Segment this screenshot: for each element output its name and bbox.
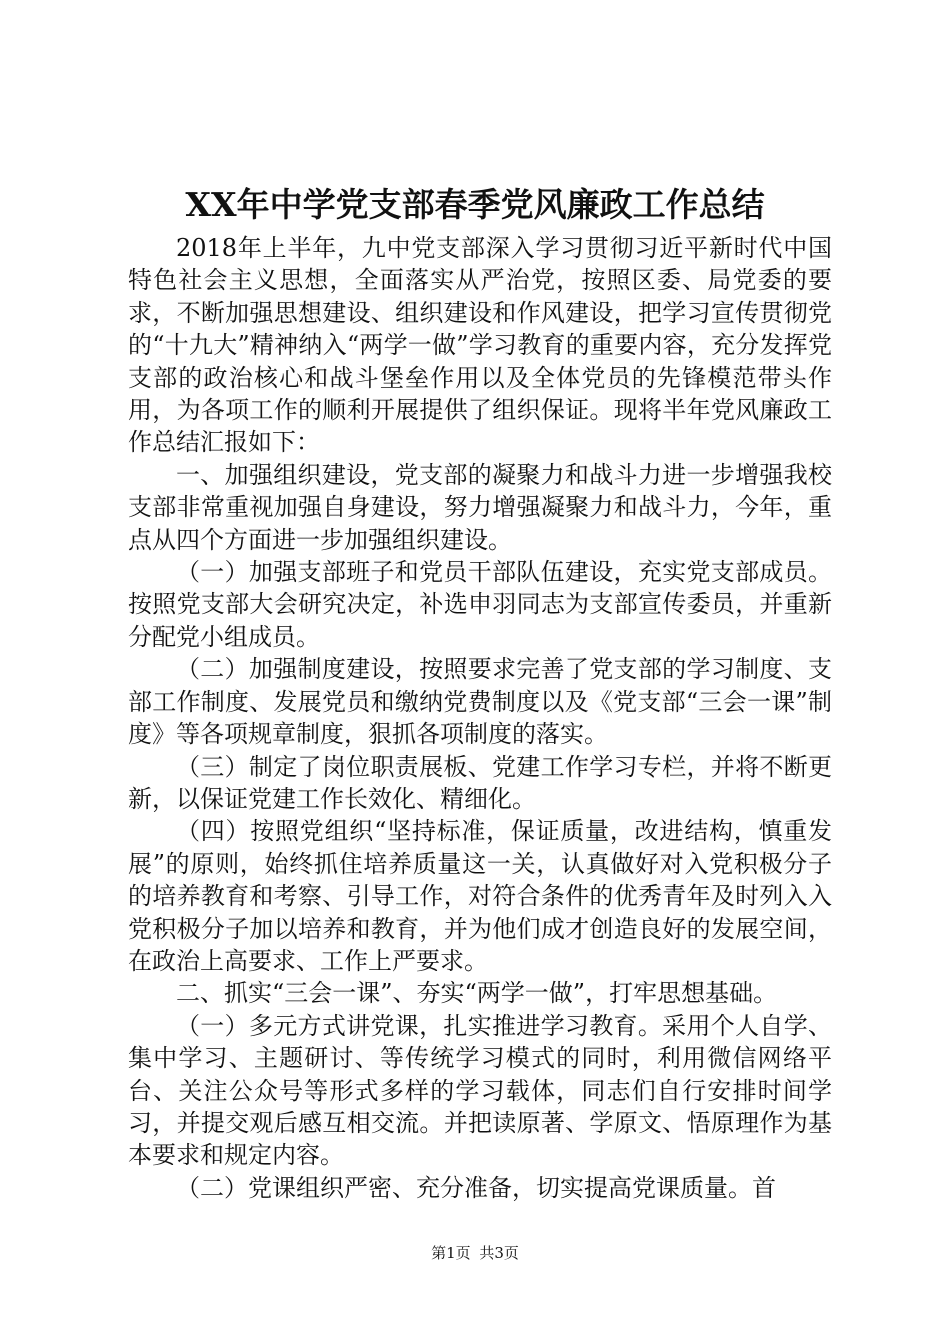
document-body bbox=[128, 232, 832, 1204]
document-title: XX年中学党支部春季党风廉政工作总结 bbox=[185, 185, 765, 224]
page-footer bbox=[0, 1243, 950, 1263]
page-total: 共3页 bbox=[479, 1244, 519, 1262]
paragraph-section-1-heading: 一、加强组织建设，党支部的凝聚力和战斗力进一步增强我校支部非常重视加强自身建设，努力增强凝聚力和战斗力，今年，重点从四个方面进一步加强组织建设。 bbox=[128, 460, 832, 554]
paragraph-item-2-1: （一）多元方式讲党课，扎实推进学习教育。采用个人自学、集中学习、主题研讨、等传统学习模式的同时，利用微信网络平台、关注公众号等形式多样的学习载体，同志们自行安排时间学习，并提交观后感互相交流。并把读原著、学原文、悟原理作为基本要求和规定内容。 bbox=[128, 1011, 832, 1170]
paragraph-item-1-3: （三）制定了岗位职责展板、党建工作学习专栏，并将不断更新，以保证党建工作长效化、精细化。 bbox=[128, 752, 832, 813]
paragraph-intro: 2018年上半年，九中党支部深入学习贯彻习近平新时代中国特色社会主义思想，全面落实从严治党，按照区委、局党委的要求，不断加强思想建设、组织建设和作风建设，把学习宣传贯彻党的“十九大”精神纳入“两学一做”学习教育的重要内容，充分发挥党支部的政治核心和战斗堡垒作用以及全体党员的先锋模范带头作用，为各项工作的顺利开展提供了组织保证。现将半年党风廉政工作总结汇报如下： bbox=[128, 234, 832, 457]
paragraph-section-2-heading: 二、抓实“三会一课”、夯实“两学一做”，打牢思想基础。 bbox=[176, 979, 778, 1008]
paragraph-item-1-4: （四）按照党组织“坚持标准，保证质量，改进结构，慎重发展”的原则，始终抓住培养质量这一关，认真做好对入党积极分子的培养教育和考察、引导工作，对符合条件的优秀青年及时列入入党积极分子加以培养和教育，并为他们成才创造良好的发展空间，在政治上高要求、工作上严要求。 bbox=[128, 817, 832, 975]
page-number: 第1页 bbox=[431, 1244, 471, 1262]
paragraph-item-2-2: （二）党课组织严密、充分准备，切实提高党课质量。首 bbox=[176, 1173, 776, 1202]
paragraph-item-1-1: （一）加强支部班子和党员干部队伍建设，充实党支部成员。按照党支部大会研究决定，补选申羽同志为支部宣传委员，并重新分配党小组成员。 bbox=[128, 558, 832, 651]
paragraph-item-1-2: （二）加强制度建设，按照要求完善了党支部的学习制度、支部工作制度、发展党员和缴纳党费制度以及《党支部“三会一课”制度》等各项规章制度，狠抓各项制度的落实。 bbox=[128, 655, 832, 749]
